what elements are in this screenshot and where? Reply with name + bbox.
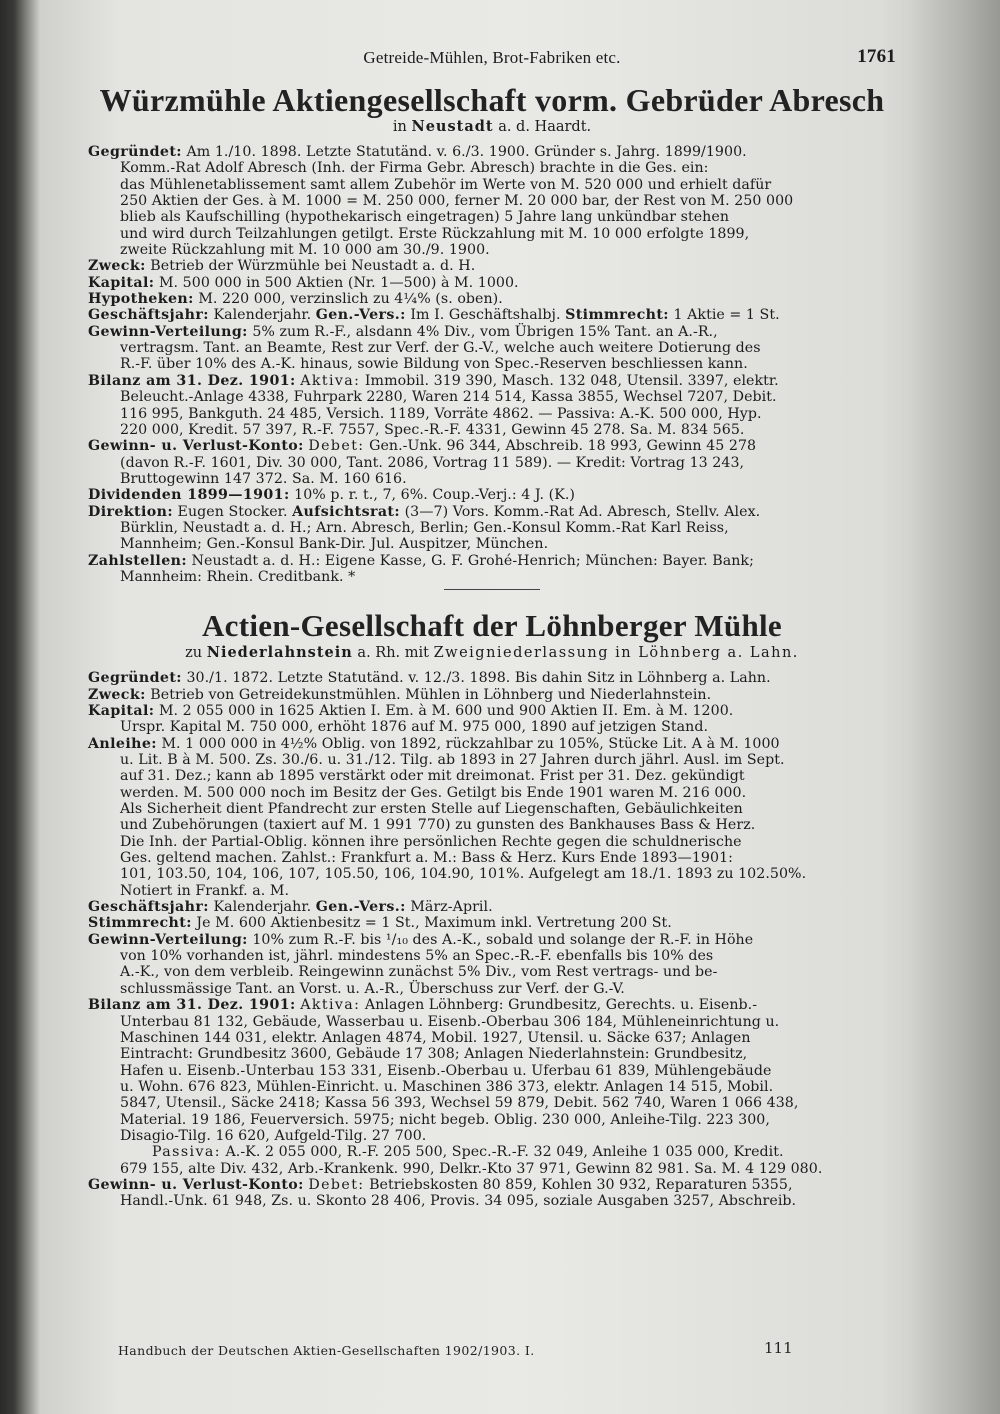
section-gewinn-verlust: Gewinn- u. Verlust-Konto: Debet: Gen.-Unk. 96 344, Abschreib. 18 993, Gewinn 45 278 (davon R.-F. 1601, Div. 30 000, Tant. 2086, Vortrag 11 589). — Kredit: Vortrag 13 243, Bruttogewinn 147 372. Sa. M. 160 616. xyxy=(88,438,757,487)
section-zweck: Zweck: Betrieb von Getreidekunstmühlen. Mühlen in Löhnberg und Niederlahnstein. xyxy=(88,686,712,703)
footer-publication: Handbuch der Deutschen Aktien-Gesellschaften 1902/1903. I. xyxy=(118,1343,535,1358)
page-content xyxy=(88,42,896,1210)
company-location: zu Niederlahnstein a. Rh. mit Zweigniederlassung in Löhnberg a. Lahn. xyxy=(185,644,799,662)
section-hypotheken: Hypotheken: M. 220 000, verzinslich zu 4¼% (s. oben). xyxy=(88,291,503,308)
section-zahlstellen: Zahlstellen: Neustadt a. d. H.: Eigene Kasse, G. F. Grohé-Henrich; München: Bayer. Bank; Mannheim: Rhein. Creditbank. * xyxy=(88,552,754,585)
company-title: Würzmühle Aktiengesellschaft vorm. Gebrüder Abresch xyxy=(99,82,885,118)
company-entry-loehnberger xyxy=(88,608,896,1209)
section-anleihe: Anleihe: M. 1 000 000 in 4½% Oblig. von 1892, rückzahlbar zu 105%, Stücke Lit. A à M. 1000 u. Lit. B à M. 500. Zs. 30./6. u. 31./12. Tilg. ab 1893 in 27 Jahren durch jährl. Ausl. im Sept. auf 31. Dez.; kann ab 1895 verstärkt oder mit dreimonat. Frist per 31. Dez. gekündigt werden. M. 500 000 noch im Besitz der Ges. Getilgt bis Ende 1901 waren M. 216 000. Als Sicherheit dient Pfandrecht zur ersten Stelle auf Liegenschaften, Gebäulichkeiten und Zubehörungen (taxiert auf M. 1 991 770) zu gunsten des Bankhauses Bass & Herz. Die Inh. der Partial-Oblig. können ihre persönlichen Rechte gegen die schuldnerische Ges. geltend machen. Zahlst.: Frankfurt a. M.: Bass & Herz. Kurs Ende 1893—1901: 101, 103.50, 104, 106, 107, 105.50, 106, 104.90, 101%. Aufgelegt am 18./1. 1893 zu 102.50%. Notiert in Frankf. a. M. xyxy=(88,735,807,899)
section-direktion: Direktion: Eugen Stocker. Aufsichtsrat: (3—7) Vors. Komm.-Rat Ad. Abresch, Stellv. Alex. Bürklin, Neustadt a. d. H.; Arn. Abresch, Berlin; Gen.-Konsul Komm.-Rat Karl Reiss, Mannheim; Gen.-Konsul Bank-Dir. Jul. Auspitzer, München. xyxy=(88,503,761,553)
page-number: 1761 xyxy=(857,46,896,67)
running-head xyxy=(88,42,896,76)
running-head-title: Getreide-Mühlen, Brot-Fabriken etc. xyxy=(363,48,621,67)
section-bilanz: Bilanz am 31. Dez. 1901: Aktiva: Immobil. 319 390, Masch. 132 048, Utensil. 3397, elektr. Beleucht.-Anlage 4338, Fuhrpark 2280, Waren 214 514, Kassa 3855, Wechsel 7207, Debit. 116 995, Bankguth. 24 485, Versich. 1189, Vorräte 4862. — Passiva: A.-K. 500 000, Hyp. 220 000, Kredit. 57 397, R.-F. 7557, Spec.-R.-F. 4331, Gewinn 45 278. Sa. M. 834 565. xyxy=(88,372,779,438)
page-footer xyxy=(118,1337,908,1361)
section-gegruendet: Gegründet: Am 1./10. 1898. Letzte Statutänd. v. 6./3. 1900. Gründer s. Jahrg. 1899/1900. Komm.-Rat Adolf Abresch (Inh. der Firma Gebr. Abresch) brachte in die Ges. ein: das Mühlenetablissement samt allem Zubehör im Werte von M. 520 000 und erhielt dafür 250 Aktien der Ges. à M. 1000 = M. 250 000, ferner M. 20 000 bar, der Rest von M. 250 000 blieb als Kaufschilling (hypothekarisch eingetragen) 5 Jahre lang unkündbar stehen und wird durch Teilzahlungen getilgt. Erste Rückzahlung mit M. 10 000 erfolgte 1899, zweite Rückzahlung mit M. 10 000 am 30./9. 1900. xyxy=(88,144,794,259)
section-stimmrecht: Stimmrecht: Je M. 600 Aktienbesitz = 1 St., Maximum inkl. Vertretung 200 St. xyxy=(88,915,672,932)
company-title: Actien-Gesellschaft der Löhnberger Mühle xyxy=(202,608,782,644)
section-bilanz: Bilanz am 31. Dez. 1901: Aktiva: Anlagen Löhnberg: Grundbesitz, Gerechts. u. Eisenb.- Unterbau 81 132, Gebäude, Wasserbau u. Eisenb.-Oberbau 306 184, Mühleneinrichtung u. Maschinen 144 031, elektr. Anlagen 4874, Mobil. 1927, Utensil. u. Säcke 637; Anlagen Eintracht: Grundbesitz 3600, Gebäude 17 308; Anlagen Niederlahnstein: Grundbesitz, Hafen u. Eisenb.-Unterbau 153 331, Eisenb.-Oberbau u. Uferbau 61 839, Mühlengebäude u. Wohn. 676 823, Mühlen-Einricht. u. Maschinen 386 373, elektr. Anlagen 14 515, Mobil. 5847, Utensil., Säcke 2418; Kassa 56 393, Wechsel 59 879, Debit. 562 740, Waren 1 066 438, Material. 19 186, Feuerversich. 5975; nicht begeb. Oblig. 230 000, Anleihe-Tilg. 223 300, Disagio-Tilg. 16 620, Aufgeld-Tilg. 27 700. Passiva: A.-K. 2 055 000, R.-F. 205 500, Spec.-R.-F. 32 049, Anleihe 1 035 000, Kredit. 679 155, alte Div. 432, Arb.-Krankenk. 990, Delkr.-Kto 37 971, Gewinn 82 981. Sa. M. 4 129 080. xyxy=(88,997,823,1177)
section-divider xyxy=(444,589,540,590)
company-location: in Neustadt a. d. Haardt. xyxy=(392,118,592,135)
section-gewinn-verteilung: Gewinn-Verteilung: 10% zum R.-F. bis ¹/₁₀ des A.-K., sobald und solange der R.-F. in Höhe von 10% vorhanden ist, jährl. mindestens 5% an Spec.-R.-F. ebenfalls bis 10% des A.-K., von dem verbleib. Reingewinn zunächst 5% Div., vom Rest vertrags- und be- schlussmässige Tant. an Vorst. u. A.-R., Überschuss zur Verf. der G.-V. xyxy=(88,931,754,997)
section-kapital: Kapital: M. 2 055 000 in 1625 Aktien I. Em. à M. 600 und 900 Aktien II. Em. à M. 1200. Urspr. Kapital M. 750 000, erhöht 1876 auf M. 975 000, 1890 auf jetzigen Stand. xyxy=(88,702,734,736)
section-geschaeftsjahr: Geschäftsjahr: Kalenderjahr. Gen.-Vers.: Im I. Geschäftshalbj. Stimmrecht: 1 Aktie = 1 St. xyxy=(88,307,780,324)
section-geschaeftsjahr: Geschäftsjahr: Kalenderjahr. Gen.-Vers.: März-April. xyxy=(88,899,493,916)
section-dividenden: Dividenden 1899—1901: 10% p. r. t., 7, 6%. Coup.-Verj.: 4 J. (K.) xyxy=(88,487,576,504)
section-gewinn-verteilung: Gewinn-Verteilung: 5% zum R.-F., alsdann 4% Div., vom Übrigen 15% Tant. an A.-R., vertragsm. Tant. an Beamte, Rest zur Verf. der G.-V., welche auch weitere Dotierung des R.-F. über 10% des A.-K. hinaus, sowie Bildung von Spec.-Reserven beschliessen kann. xyxy=(88,323,761,373)
section-kapital: Kapital: M. 500 000 in 500 Aktien (Nr. 1—500) à M. 1000. xyxy=(88,274,519,291)
section-gewinn-verlust: Gewinn- u. Verlust-Konto: Debet: Betriebskosten 80 859, Kohlen 30 932, Reparaturen 5355, Handl.-Unk. 61 948, Zs. u. Skonto 28 406, Provis. 34 095, soziale Ausgaben 3257, Abschreib. xyxy=(88,1176,797,1210)
section-gegruendet: Gegründet: 30./1. 1872. Letzte Statutänd. v. 12./3. 1898. Bis dahin Sitz in Löhnberg a. Lahn. xyxy=(88,670,771,687)
location-place: Neustadt xyxy=(411,118,494,135)
location-place: Niederlahnstein xyxy=(206,644,353,662)
footer-signature: 111 xyxy=(764,1339,793,1357)
section-zweck: Zweck: Betrieb der Würzmühle bei Neustadt a. d. H. xyxy=(88,258,476,275)
company-entry-wuerzmuehle xyxy=(88,82,896,585)
